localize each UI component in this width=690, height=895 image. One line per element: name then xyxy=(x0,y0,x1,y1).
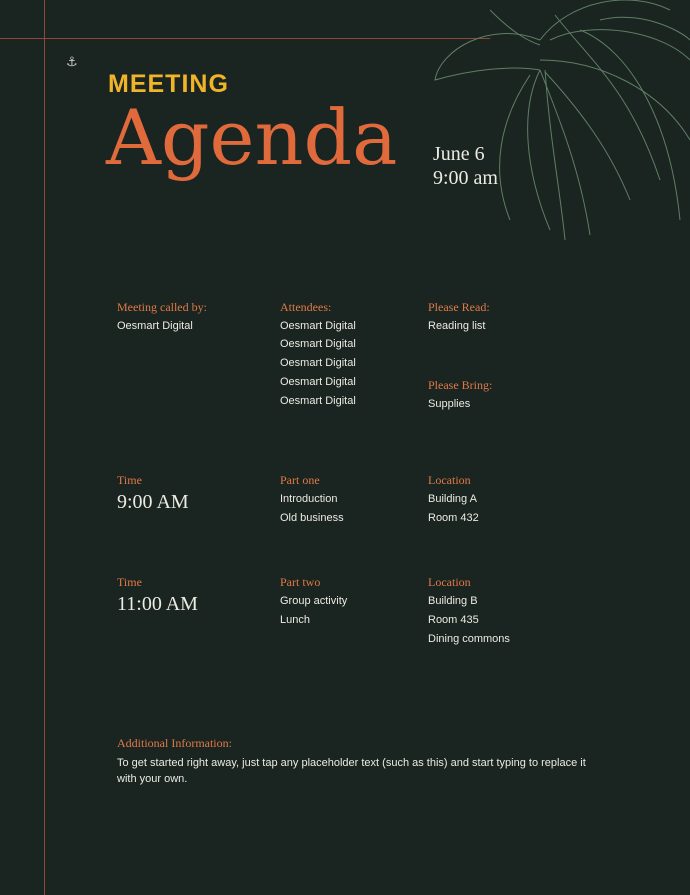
called-by-label: Meeting called by: xyxy=(117,300,207,314)
please-read-label: Please Read: xyxy=(428,300,490,314)
session-time-label: Time xyxy=(117,473,142,487)
attendee-item: Oesmart Digital xyxy=(280,395,356,407)
please-bring-label: Please Bring: xyxy=(428,378,493,392)
meeting-heading: MEETING xyxy=(108,70,229,98)
session-part-label: Part two xyxy=(280,575,321,589)
attendees-label: Attendees: xyxy=(280,300,332,314)
session-time: 9:00 AM xyxy=(117,491,189,513)
meeting-time: 9:00 am xyxy=(433,167,498,189)
session-location: Dining commons xyxy=(428,633,510,645)
please-bring-value: Supplies xyxy=(428,398,471,410)
session-item: Old business xyxy=(280,512,344,524)
additional-info-text: To get started right away, just tap any placeholder text (such as this) and start typing to replace it with your own. xyxy=(117,757,586,785)
meeting-datetime xyxy=(433,142,498,190)
session-location-label: Location xyxy=(428,473,471,487)
session-part-label: Part one xyxy=(280,473,320,487)
attendee-item: Oesmart Digital xyxy=(280,338,356,350)
called-by-value: Oesmart Digital xyxy=(117,320,193,332)
session-location: Room 435 xyxy=(428,614,479,626)
session-location: Building A xyxy=(428,493,477,505)
meeting-date: June 6 xyxy=(433,143,485,165)
additional-info-label: Additional Information: xyxy=(117,736,232,750)
session-time-label: Time xyxy=(117,575,142,589)
attendee-item: Oesmart Digital xyxy=(280,357,356,369)
session-item: Introduction xyxy=(280,493,338,505)
flower-illustration xyxy=(430,0,690,250)
session-location-label: Location xyxy=(428,575,471,589)
anchor-icon: ⚓ xyxy=(66,55,78,70)
page-title: Agenda xyxy=(106,93,398,182)
please-read-value: Reading list xyxy=(428,320,486,332)
session-location: Room 432 xyxy=(428,512,479,524)
vertical-rule xyxy=(44,0,45,895)
session-item: Lunch xyxy=(280,614,310,626)
horizontal-rule xyxy=(0,38,490,39)
attendee-item: Oesmart Digital xyxy=(280,320,356,332)
session-time: 11:00 AM xyxy=(117,593,198,615)
session-item: Group activity xyxy=(280,595,348,607)
session-location: Building B xyxy=(428,595,478,607)
attendee-item: Oesmart Digital xyxy=(280,376,356,388)
